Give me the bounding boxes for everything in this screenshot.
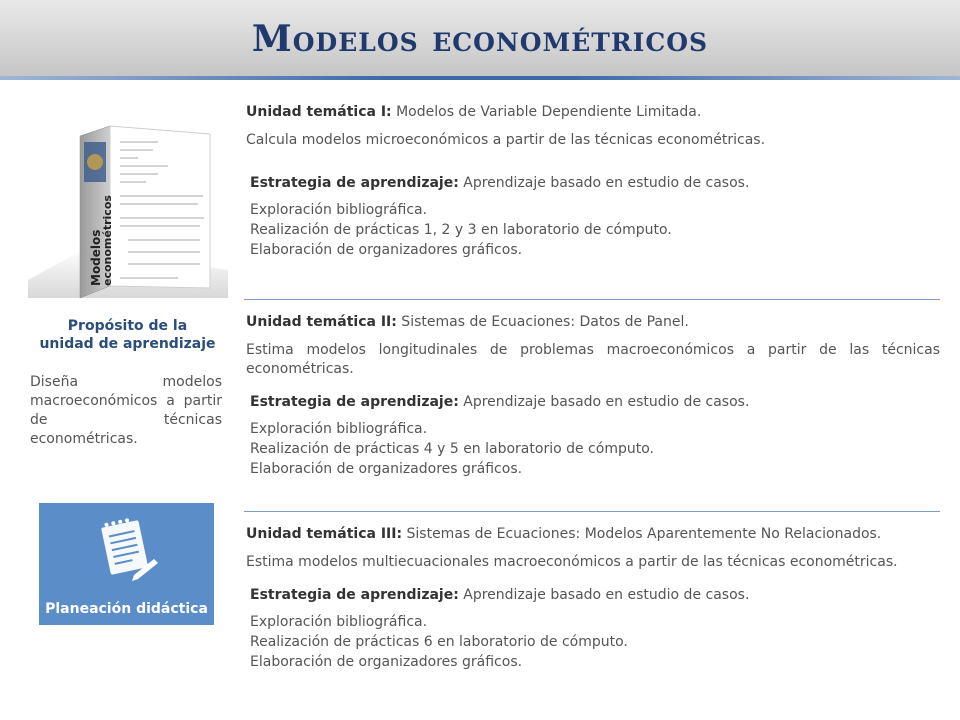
unit-2-title: Sistemas de Ecuaciones: Datos de Panel. <box>396 314 689 330</box>
unit-1-description: Calcula modelos microeconómicos a partir de las técnicas econométricas. <box>246 132 766 148</box>
unit-3-title: Sistemas de Ecuaciones: Modelos Aparentemente No Relacionados. <box>402 526 882 542</box>
unit-1 <box>246 103 940 260</box>
book-cover-illustration <box>28 118 228 298</box>
unit-divider <box>244 511 940 512</box>
unit-1-activity: Realización de prácticas 1, 2 y 3 en laboratorio de cómputo. <box>250 222 672 238</box>
unit-2-activity: Realización de prácticas 4 y 5 en laboratorio de cómputo. <box>250 441 654 457</box>
unit-1-strategy-label: Estrategia de aprendizaje: <box>250 175 459 191</box>
unit-2-activity: Exploración bibliográfica. <box>250 421 428 437</box>
unit-2-description: Estima modelos longitudinales de problemas macroeconómicos a partir de las técnicas econométricas. <box>246 342 940 377</box>
unit-1-title: Modelos de Variable Dependiente Limitada. <box>391 104 702 120</box>
unit-3-activity: Realización de prácticas 6 en laboratorio de cómputo. <box>250 634 628 650</box>
unit-3-strategy-label: Estrategia de aprendizaje: <box>250 587 459 603</box>
unit-2-strategy: Aprendizaje basado en estudio de casos. <box>458 394 750 410</box>
notepad-pen-icon <box>94 515 160 583</box>
planeacion-label: Planeación didáctica <box>45 601 208 617</box>
page-title: Modelos econométricos <box>251 18 709 60</box>
header-divider <box>0 76 960 80</box>
unit-1-label: Unidad temática I: <box>246 104 392 120</box>
unit-1-strategy: Aprendizaje basado en estudio de casos. <box>458 175 750 191</box>
unit-3-label: Unidad temática III: <box>246 526 403 542</box>
planeacion-didactica-button[interactable] <box>39 503 214 625</box>
unit-3-description: Estima modelos multiecuacionales macroeconómicos a partir de las técnicas econométricas. <box>246 554 898 570</box>
book-title-line2: econométricos <box>101 195 114 286</box>
unit-3-activity: Exploración bibliográfica. <box>250 614 428 630</box>
unit-1-activity: Exploración bibliográfica. <box>250 202 428 218</box>
book-title-line1: Modelos <box>89 229 103 286</box>
unit-3-activities <box>246 612 940 672</box>
unit-1-activities <box>246 200 940 260</box>
unit-1-activity: Elaboración de organizadores gráficos. <box>250 242 523 258</box>
unit-3-strategy: Aprendizaje basado en estudio de casos. <box>458 587 750 603</box>
purpose-text: Diseña modelos macroeconómicos a partir de técnicas econométricas. <box>30 374 222 447</box>
unit-2-strategy-label: Estrategia de aprendizaje: <box>250 394 459 410</box>
purpose-title-line1: Propósito de la <box>67 318 188 334</box>
unit-3 <box>246 525 940 672</box>
purpose-title-line2: unidad de aprendizaje <box>39 336 216 352</box>
unit-2-activities <box>246 419 940 479</box>
purpose-title <box>30 317 225 353</box>
unit-2-label: Unidad temática II: <box>246 314 397 330</box>
unit-2 <box>246 313 940 479</box>
unit-divider <box>244 299 940 300</box>
unit-2-activity: Elaboración de organizadores gráficos. <box>250 461 523 477</box>
unit-3-activity: Elaboración de organizadores gráficos. <box>250 654 523 670</box>
